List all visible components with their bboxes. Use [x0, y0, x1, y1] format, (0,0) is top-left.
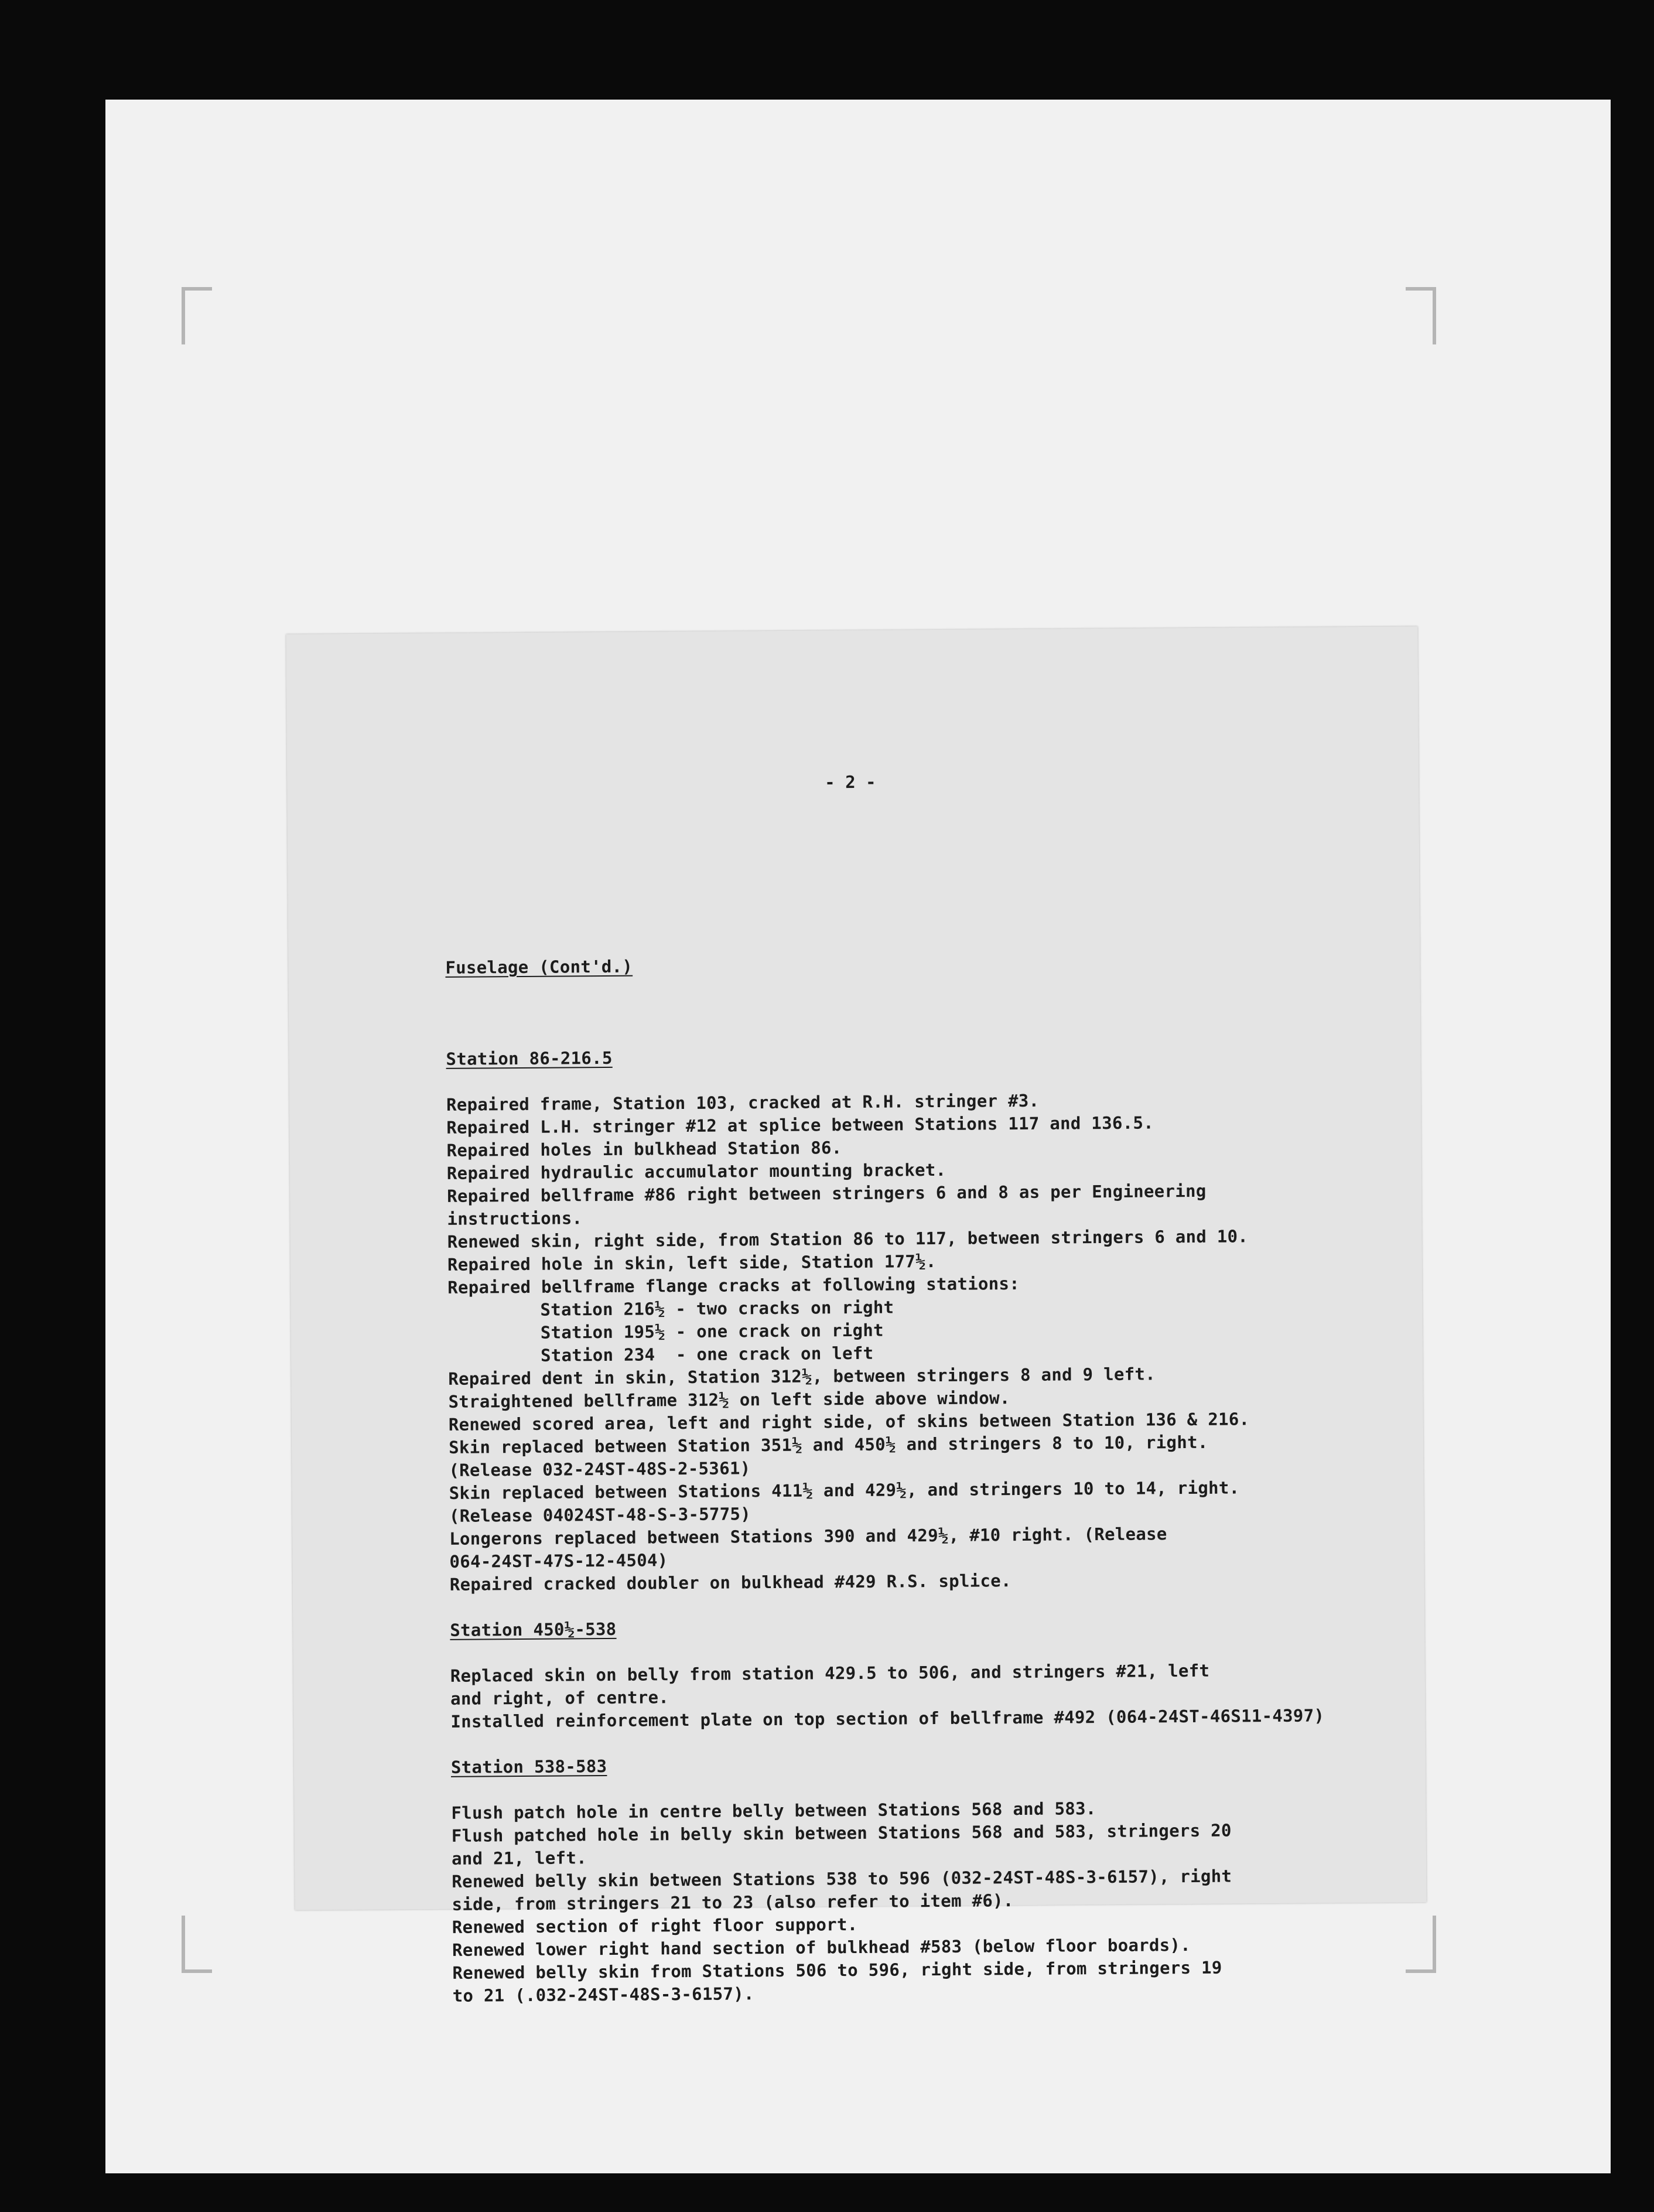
- page-number: - 2 -: [825, 772, 876, 793]
- text-line: Flush patched hole in belly skin between Stations 568 and 583, stringers 20: [451, 1820, 1232, 1846]
- section-heading: Station 538-583: [450, 1756, 607, 1777]
- crop-mark-top-right: [1406, 287, 1436, 344]
- text-line: Replaced skin on belly from station 429.5 to 506, and stringers #21, left: [450, 1660, 1210, 1686]
- text-line: Renewed lower right hand section of bulkhead #583 (below floor boards).: [452, 1935, 1191, 1960]
- text-line: Straightened bellframe 312½ on left side above window.: [448, 1388, 1010, 1412]
- text-line: Longerons replaced between Stations 390 and 429½, #10 right. (Release: [449, 1524, 1167, 1549]
- text-line: Repaired hydraulic accumulator mounting bracket.: [446, 1159, 946, 1183]
- text-line: Repaired dent in skin, Station 312½, between stringers 8 and 9 left.: [448, 1364, 1156, 1389]
- text-line: Renewed belly skin from Stations 506 to 596, right side, from stringers 19: [452, 1957, 1222, 1983]
- text-line: side, from stringers 21 to 23 (also refer to item #6).: [452, 1890, 1014, 1914]
- text-line: Renewed section of right floor support.: [452, 1914, 858, 1937]
- page-body: [444, 767, 1413, 2007]
- text-line: Repaired cracked doubler on bulkhead #429 R.S. splice.: [449, 1571, 1011, 1595]
- text-line: Station 216½ - two cracks on right: [540, 1297, 894, 1320]
- text-line: Renewed belly skin between Stations 538 to 596 (032-24ST-48S-3-6157), right: [452, 1866, 1232, 1892]
- text-line: Station 234 - one crack on left: [540, 1343, 874, 1366]
- text-line: (Release 04024ST-48-S-3-5775): [449, 1504, 751, 1526]
- typed-page: [286, 626, 1426, 2006]
- text-line: Repaired hole in skin, left side, Station 177½.: [447, 1251, 937, 1275]
- text-line: Repaired holes in bulkhead Station 86.: [446, 1138, 842, 1160]
- page-heading: Fuselage (Cont'd.): [445, 956, 633, 978]
- text-line: instructions.: [447, 1208, 583, 1229]
- text-line: and 21, left.: [451, 1848, 587, 1869]
- text-line: to 21 (.032-24ST-48S-3-6157).: [452, 1984, 754, 2006]
- text-line: 064-24ST-47S-12-4504): [449, 1550, 668, 1572]
- text-line: Skin replaced between Station 351½ and 450½ and stringers 8 to 10, right.: [448, 1432, 1208, 1457]
- text-line: Renewed scored area, left and right side, of skins between Station 136 & 216.: [448, 1409, 1250, 1435]
- text-line: Repaired bellframe flange cracks at following stations:: [447, 1274, 1020, 1298]
- crop-mark-top-left: [182, 287, 212, 344]
- text-line: Skin replaced between Stations 411½ and 429½, and stringers 10 to 14, right.: [449, 1477, 1240, 1503]
- text-line: Repaired bellframe #86 right between stringers 6 and 8 as per Engineering: [447, 1180, 1207, 1206]
- crop-mark-bottom-left: [182, 1916, 212, 1973]
- section-heading: Station 86-216.5: [446, 1047, 613, 1069]
- text-line: Station 195½ - one crack on right: [540, 1320, 884, 1343]
- section-heading: Station 450½-538: [450, 1619, 617, 1640]
- text-line: (Release 032-24ST-48S-2-5361): [449, 1458, 751, 1480]
- text-line: and right, of centre.: [450, 1687, 669, 1709]
- text-line: Flush patch hole in centre belly between Stations 568 and 583.: [451, 1798, 1096, 1823]
- text-line: Installed reinforcement plate on top section of bellframe #492 (064-24ST-46S11-4397): [450, 1705, 1325, 1732]
- text-line: Repaired frame, Station 103, cracked at R.H. stringer #3.: [446, 1090, 1040, 1115]
- text-line: Renewed skin, right side, from Station 86 to 117, between stringers 6 and 10.: [447, 1226, 1249, 1252]
- text-line: Repaired L.H. stringer #12 at splice between Stations 117 and 136.5.: [446, 1112, 1154, 1138]
